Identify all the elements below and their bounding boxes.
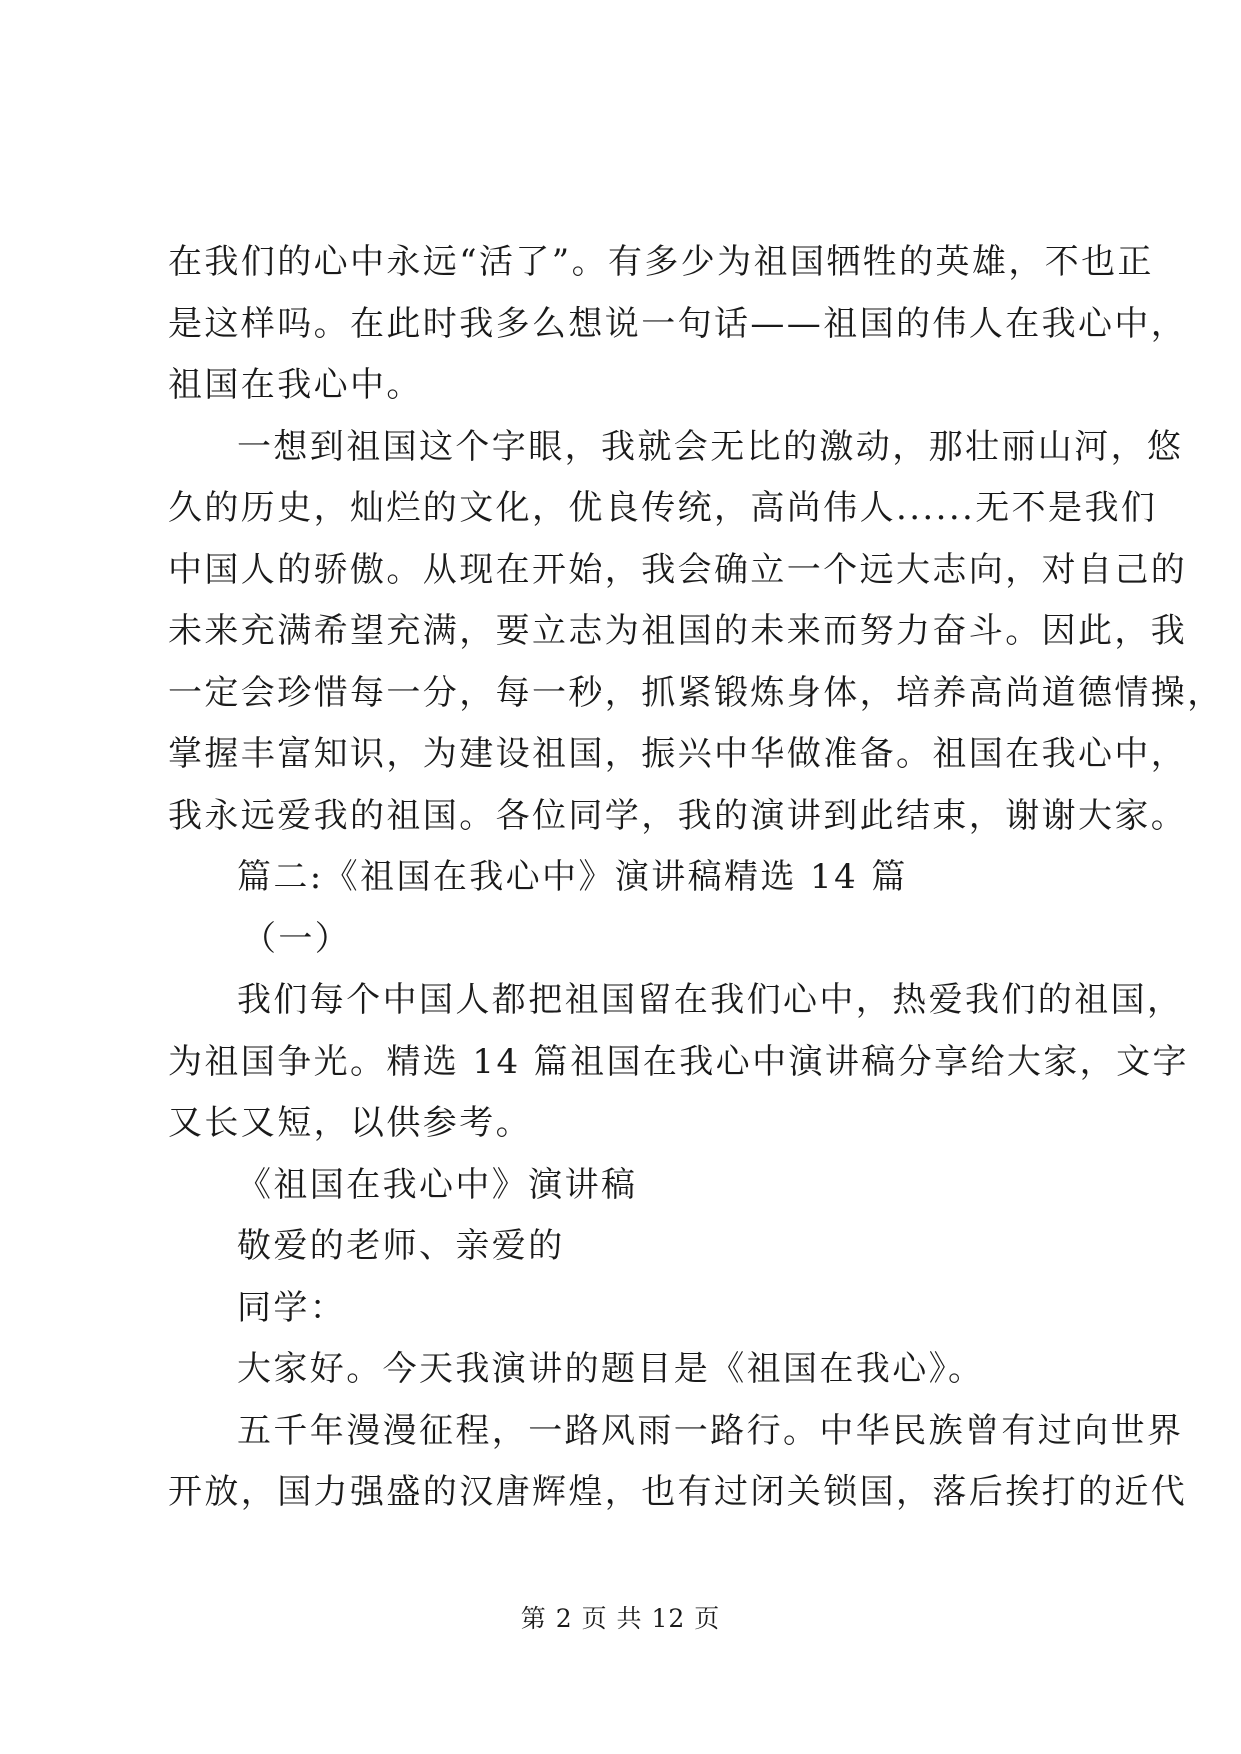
salutation-line: 敬爱的老师、亲爱的 <box>237 1226 565 1266</box>
paragraph-start-line: 五千年漫漫征程，一路风雨一路行。中华民族曾有过向世界 <box>237 1410 1184 1451</box>
page-footer: 第 2 页 共 12 页 <box>520 1604 721 1633</box>
document-body <box>168 232 1224 1524</box>
paragraph-start-line: 我们每个中国人都把祖国留在我们心中，热爱我们的祖国， <box>237 980 1184 1020</box>
text-line: 我永远爱我的祖国。各位同学，我的演讲到此结束，谢谢大家。 <box>168 795 1188 836</box>
subsection-number: （一） <box>242 918 352 959</box>
text-line: 祖国在我心中。 <box>168 365 423 405</box>
text-line: 未来充满希望充满，要立志为祖国的未来而努力奋斗。因此，我 <box>168 611 1188 651</box>
text-line: 是这样吗。在此时我多么想说一句话——祖国的伟人在我心中， <box>168 303 1188 344</box>
text-line: 久的历史，灿烂的文化，优良传统，高尚伟人......无不是我们 <box>168 488 1158 528</box>
text-line: 掌握丰富知识，为建设祖国，振兴中华做准备。祖国在我心中， <box>168 734 1188 774</box>
text-line: 中国人的骄傲。从现在开始，我会确立一个远大志向，对自己的 <box>168 549 1188 590</box>
text-line: 为祖国争光。精选 14 篇祖国在我心中演讲稿分享给大家，文字 <box>168 1041 1189 1082</box>
text-line: 开放，国力强盛的汉唐辉煌，也有过闭关锁国，落后挨打的近代 <box>168 1472 1188 1512</box>
paragraph-start-line: 一想到祖国这个字眼，我就会无比的激动，那壮丽山河，悠 <box>237 426 1184 467</box>
text-line: 又长又短，以供参考。 <box>168 1103 532 1143</box>
greeting-line: 大家好。今天我演讲的题目是《祖国在我心》。 <box>237 1349 985 1389</box>
salutation-line: 同学： <box>237 1287 347 1328</box>
speech-title: 《祖国在我心中》演讲稿 <box>237 1164 638 1205</box>
section-heading: 篇二:《祖国在我心中》演讲稿精选 14 篇 <box>237 857 908 897</box>
text-line: 一定会珍惜每一分，每一秒，抓紧锻炼身体，培养高尚道德情操， <box>168 672 1224 713</box>
text-line: 在我们的心中永远“活了”。有多少为祖国牺牲的英雄，不也正 <box>168 242 1154 282</box>
